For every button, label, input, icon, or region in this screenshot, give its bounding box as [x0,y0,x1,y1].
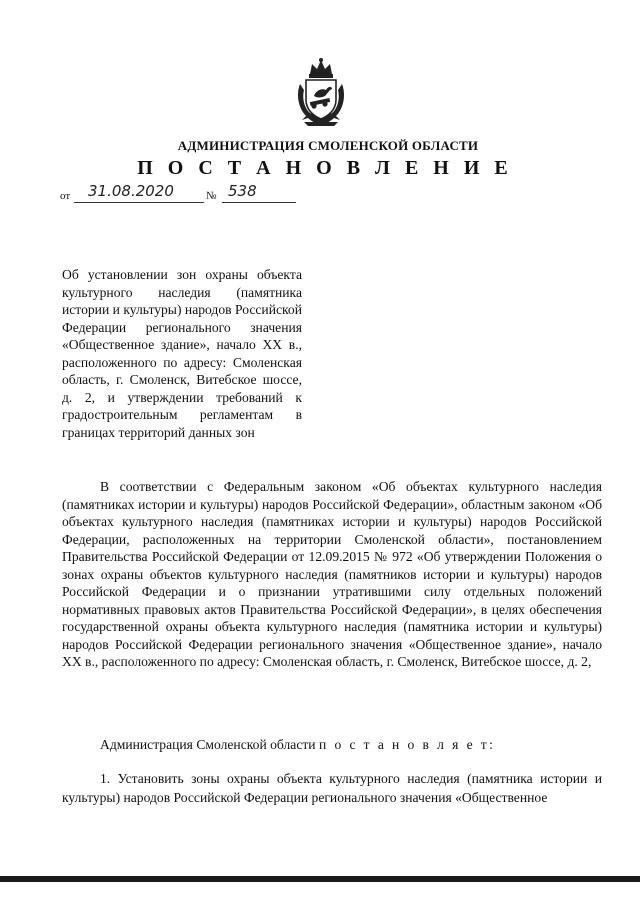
document-type-title: П О С Т А Н О В Л Е Н И Е [137,157,513,179]
document-subject [62,266,302,441]
resolution-verb: п о с т а н о в л я е т: [318,737,496,752]
preamble-block [62,478,602,671]
date-from-label: от [60,190,71,202]
item-1-text: 1. Установить зоны охраны объекта культурного наследия (памятника истории и культуры) народов Российской Федерации регионального значения «Общественное [62,771,602,805]
date-underline [74,202,204,203]
resolution-subject: Администрация Смоленской области [100,737,316,752]
scan-bottom-edge [0,876,640,882]
coat-of-arms-emblem [294,56,348,128]
number-underline [222,202,296,203]
resolution-line [100,737,495,753]
date-value: 31.08.2020 [88,182,174,200]
date-number-line [60,182,300,210]
item-1-block [62,769,602,807]
preamble-text: В соответствии с Федеральным законом «Об объектах культурного наследия (памятниках истории и культуры) народов Российской Федерации», областным законом «Об объектах культурного наследия (памятниках истории и культуры) народов Российской Федерации, расположенных на территории Смоленской области», постановлением Правительства Российской Федерации от 12.09.2015 № 972 «Об утверждении Положения о зонах охраны объектов культурного наследия (памятников истории и культуры) народов Российской Федерации и о признании утратившими силу отдельных положений нормативных правовых актов Правительства Российской Федерации», в целях обеспечения государственной охраны объекта культурного наследия (памятника истории и культуры) народов Российской Федерации регионального значения «Общественное здание», начало XX в., расположенного по адресу: Смоленская область, г. Смоленск, Витебское шоссе, д. 2, [62,479,602,669]
subject-text: Об установлении зон охраны объекта культурного наследия (памятника истории и культуры) народов Российской Федерации регионального значения «Общественное здание», начало XX в., расположенного по адресу: Смоленская область, г. Смоленск, Витебское шоссе, д. 2, и утверждении требований к градостроительным регламентам в границах территорий данных зон [62,267,302,440]
number-value: 538 [228,182,257,200]
organization-title: АДМИНИСТРАЦИЯ СМОЛЕНСКОЙ ОБЛАСТИ [177,138,479,153]
number-label: № [206,190,217,202]
